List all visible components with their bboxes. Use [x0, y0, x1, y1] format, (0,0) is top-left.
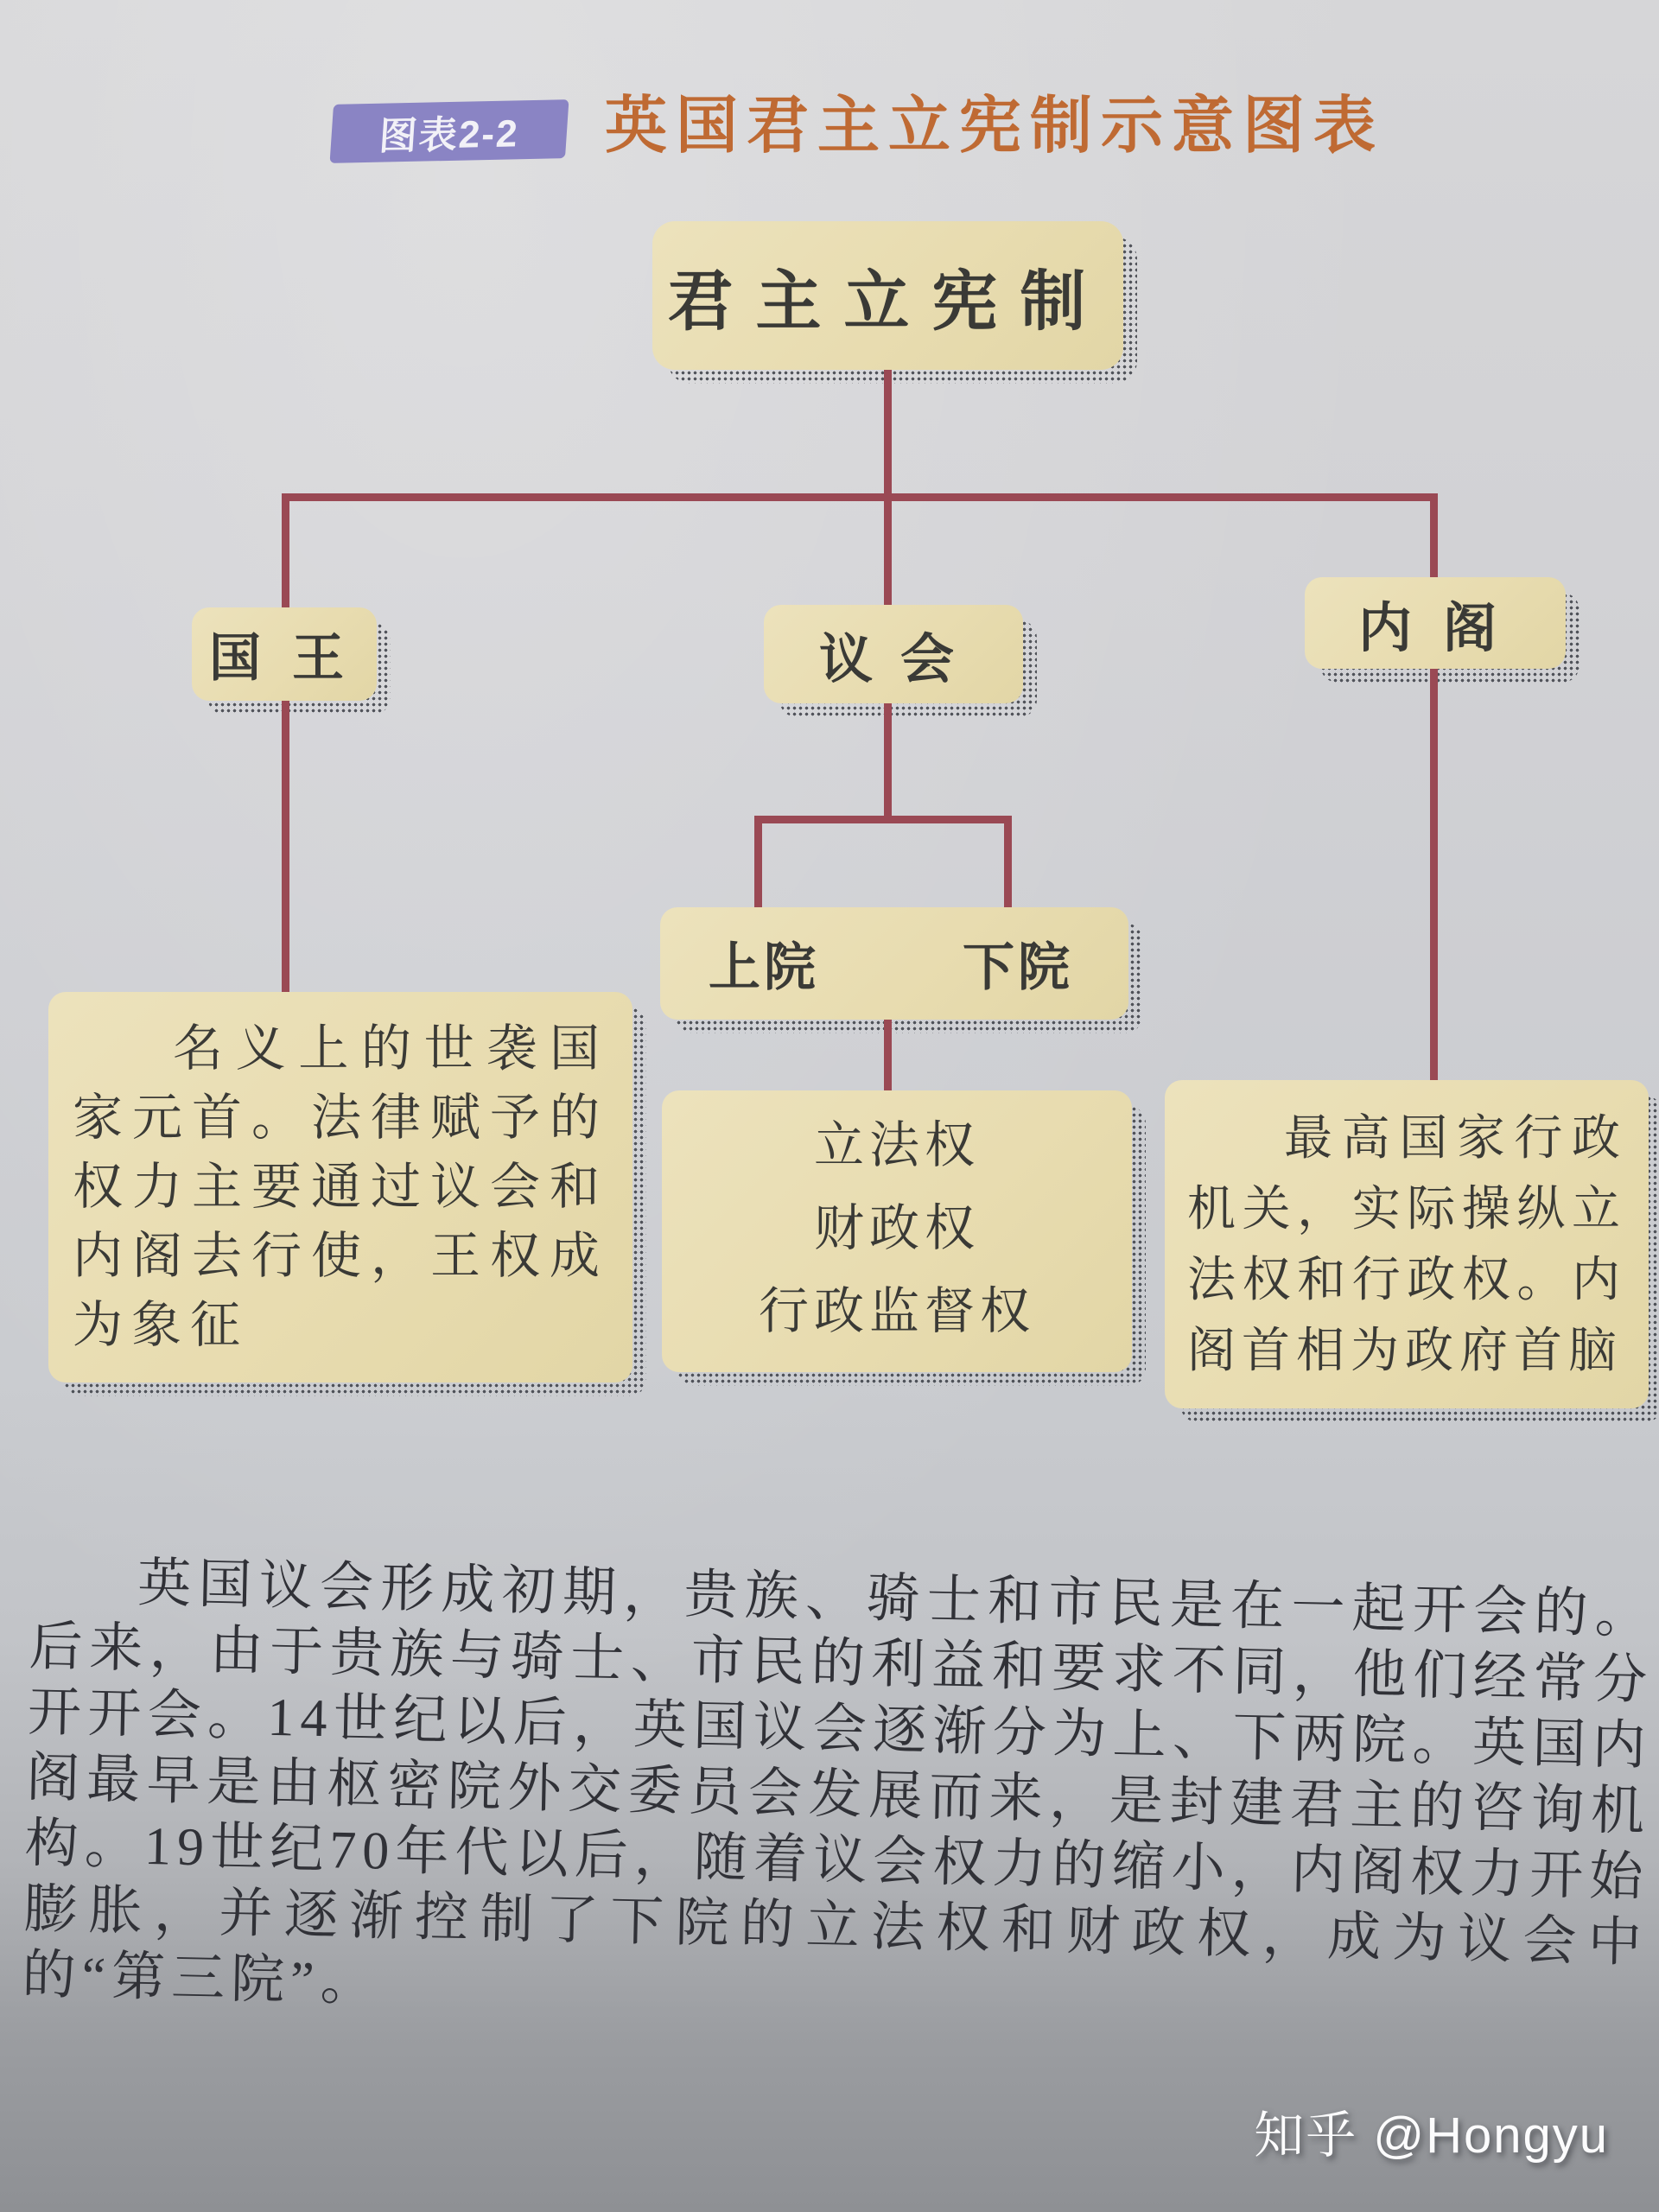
cabinet-node: 内阁	[1305, 577, 1566, 669]
houses-node	[660, 907, 1128, 1020]
power-administrative-oversight: 行政监督权	[758, 1283, 1035, 1339]
power-legislative: 立法权	[813, 1117, 980, 1173]
connector-parliament-top-vertical	[884, 493, 892, 612]
connector-king-bottom-vertical	[282, 696, 289, 998]
parliament-node: 议会	[764, 605, 1023, 703]
connector-houses-bracket-right	[1004, 816, 1012, 914]
root-node-constitutional-monarchy: 君主立宪制	[652, 221, 1123, 370]
connector-cabinet-bottom-vertical	[1430, 665, 1438, 1087]
connector-houses-bracket-left	[754, 816, 762, 914]
connector-houses-bracket-horizontal	[754, 816, 1012, 823]
figure-number-badge: 图表2-2	[330, 99, 569, 163]
connector-king-top-vertical	[282, 493, 289, 614]
figure-title: 英国君主立宪制示意图表	[605, 92, 1385, 161]
zhihu-watermark: 知乎 @Hongyu	[1254, 2107, 1609, 2164]
connector-houses-bottom-vertical	[884, 1016, 892, 1097]
power-financial: 财政权	[813, 1200, 980, 1256]
king-description-note: 名义上的世袭国家元首。法律赋予的权力主要通过议会和内阁去行使，王权成为象征	[48, 992, 632, 1382]
upper-house-label: 上院	[709, 938, 819, 996]
cabinet-description-note: 最高国家行政机关，实际操纵立法权和行政权。内阁首相为政府首脑	[1165, 1080, 1649, 1408]
body-paragraph: 英国议会形成初期，贵族、骑士和市民是在一起开会的。后来，由于贵族与骑士、市民的利益和要求不同，他们经常分开开会。14世纪以后，英国议会逐渐分为上、下两院。英国内阁最早是由枢密院外交委员会发展而来，是封建君主的咨询机构。19世纪70年代以后，随着议会权力的缩小，内阁权力开始膨胀，并逐渐控制了下院的立法权和财政权，成为议会中的“第三院”。	[21, 1554, 1656, 2012]
connector-cabinet-top-vertical	[1430, 493, 1438, 584]
connector-parliament-bottom-vertical	[884, 700, 892, 823]
lower-house-label: 下院	[963, 938, 1073, 996]
parliament-powers-node	[662, 1090, 1132, 1372]
connector-crossbar	[282, 493, 1438, 501]
king-node: 国王	[192, 607, 377, 701]
connector-root-vertical	[884, 366, 892, 499]
